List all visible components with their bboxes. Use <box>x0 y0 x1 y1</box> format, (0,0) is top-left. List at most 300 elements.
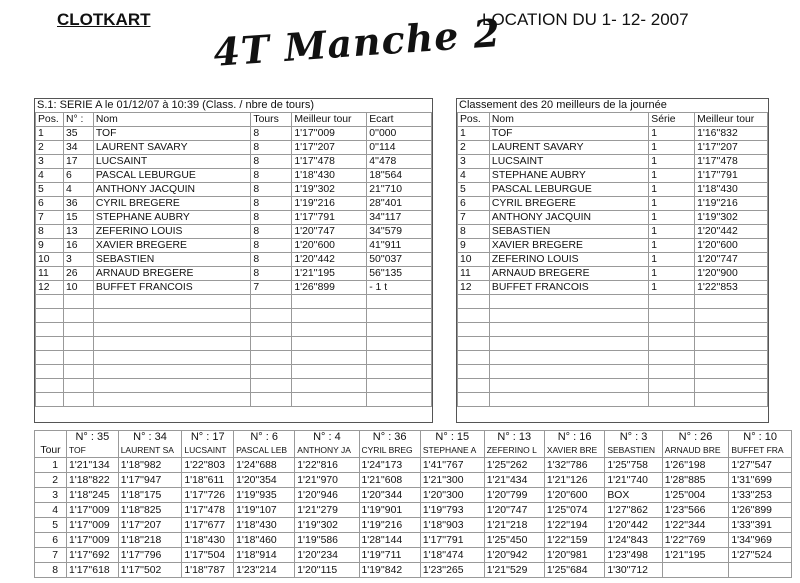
lap-row <box>35 503 792 518</box>
series-row <box>36 323 432 337</box>
series-cell: 5 <box>36 183 64 197</box>
best-row <box>458 379 768 393</box>
lap-time: 1'20''115 <box>295 563 359 578</box>
lap-time: 1'20''799 <box>484 488 544 503</box>
series-cell: 3 <box>63 253 93 267</box>
series-cell <box>93 309 251 323</box>
best-cell <box>695 295 768 309</box>
lap-time: 1'18''611 <box>182 473 234 488</box>
best-cell <box>489 393 648 407</box>
lap-row <box>35 518 792 533</box>
series-cell: 7 <box>251 281 292 295</box>
series-cell: 8 <box>251 267 292 281</box>
lap-time: 1'41''767 <box>420 458 484 473</box>
handwritten-annotation: 4T Manche 2 <box>212 9 503 75</box>
lap-time: 1'20''981 <box>544 548 604 563</box>
best-cell: STEPHANE AUBRY <box>489 169 648 183</box>
best-cell: 5 <box>458 183 490 197</box>
lap-time: 1'25''450 <box>484 533 544 548</box>
lap-time: 1'21''970 <box>295 473 359 488</box>
best-row <box>458 309 768 323</box>
lap-time: 1'17''504 <box>182 548 234 563</box>
series-cell <box>63 295 93 309</box>
lap-time: 1'32''786 <box>544 458 604 473</box>
best-cell <box>649 309 695 323</box>
series-cell: 6 <box>63 169 93 183</box>
best-cell <box>489 323 648 337</box>
lap-time: 1'19''711 <box>359 548 420 563</box>
lap-number: 3 <box>35 488 67 503</box>
best-cell <box>695 309 768 323</box>
series-cell: 8 <box>251 239 292 253</box>
best-cell <box>649 393 695 407</box>
driver-number: N° : 16 <box>557 431 592 443</box>
lap-time: 1'18''825 <box>118 503 182 518</box>
lap-time: 1'18''787 <box>182 563 234 578</box>
lap-time: 1'22''816 <box>295 458 359 473</box>
lap-time: 1'19''586 <box>295 533 359 548</box>
best-row <box>458 141 768 155</box>
lap-number: 7 <box>35 548 67 563</box>
lap-time: 1'18''430 <box>234 518 295 533</box>
series-cell <box>292 295 367 309</box>
series-column-header: Nom <box>93 113 251 127</box>
series-cell <box>292 365 367 379</box>
series-cell: ZEFERINO LOUIS <box>93 225 251 239</box>
lap-time: 1'24''688 <box>234 458 295 473</box>
lap-time: 1'21''740 <box>605 473 662 488</box>
series-cell: 17 <box>63 155 93 169</box>
series-row <box>36 141 432 155</box>
series-cell <box>367 351 432 365</box>
series-cell <box>251 323 292 337</box>
driver-name: TOF <box>69 445 86 455</box>
lap-time: 1'18''245 <box>67 488 119 503</box>
best-cell: 1 <box>649 141 695 155</box>
series-cell: 8 <box>251 155 292 169</box>
best-cell <box>695 379 768 393</box>
series-cell <box>93 393 251 407</box>
series-cell: 9 <box>36 239 64 253</box>
series-cell <box>367 323 432 337</box>
series-cell: 8 <box>251 169 292 183</box>
driver-column-header <box>420 431 484 458</box>
series-cell: 41''911 <box>367 239 432 253</box>
driver-number: N° : 10 <box>743 431 778 443</box>
best-table <box>457 112 768 407</box>
lap-time: 1'23''214 <box>234 563 295 578</box>
lap-time: 1'17''009 <box>67 533 119 548</box>
lap-time: 1'20''747 <box>484 503 544 518</box>
series-cell: 8 <box>251 225 292 239</box>
series-cell: 18''564 <box>367 169 432 183</box>
lap-time: 1'23''498 <box>605 548 662 563</box>
lap-time: 1'19''216 <box>359 518 420 533</box>
series-cell <box>367 393 432 407</box>
series-column-header: Tours <box>251 113 292 127</box>
best-cell: TOF <box>489 127 648 141</box>
series-cell <box>251 295 292 309</box>
best-cell: 1'19''216 <box>695 197 768 211</box>
best-cell: 4 <box>458 169 490 183</box>
series-cell: 34''579 <box>367 225 432 239</box>
series-cell <box>292 323 367 337</box>
best-panel <box>456 98 769 423</box>
driver-name: PASCAL LEB <box>236 445 288 455</box>
series-cell <box>367 379 432 393</box>
series-cell: LAURENT SAVARY <box>93 141 251 155</box>
driver-name: LUCSAINT <box>184 445 227 455</box>
series-cell: 1'18''430 <box>292 169 367 183</box>
series-cell: 12 <box>36 281 64 295</box>
series-cell <box>251 393 292 407</box>
driver-number: N° : 35 <box>75 431 110 443</box>
best-cell: 12 <box>458 281 490 295</box>
lap-time: 1'17''692 <box>67 548 119 563</box>
series-cell: 4 <box>36 169 64 183</box>
lap-time: 1'21''608 <box>359 473 420 488</box>
series-cell: 1'20''442 <box>292 253 367 267</box>
lap-time: 1'23''265 <box>420 563 484 578</box>
lap-time <box>729 563 792 578</box>
best-cell: 2 <box>458 141 490 155</box>
series-cell: - 1 t <box>367 281 432 295</box>
best-cell <box>649 295 695 309</box>
best-cell: 1'22''853 <box>695 281 768 295</box>
series-cell <box>251 351 292 365</box>
series-cell <box>251 337 292 351</box>
lap-time: 1'22''159 <box>544 533 604 548</box>
series-row <box>36 309 432 323</box>
lap-header-row <box>35 431 792 458</box>
driver-number: N° : 4 <box>313 431 341 443</box>
lap-time: 1'27''862 <box>605 503 662 518</box>
lap-time: 1'19''107 <box>234 503 295 518</box>
series-cell <box>292 393 367 407</box>
series-cell: LUCSAINT <box>93 155 251 169</box>
lap-time: 1'21''529 <box>484 563 544 578</box>
series-cell: 13 <box>63 225 93 239</box>
best-cell <box>649 337 695 351</box>
series-row <box>36 393 432 407</box>
driver-column-header <box>295 431 359 458</box>
series-column-header: N° : <box>63 113 93 127</box>
series-cell <box>367 309 432 323</box>
best-cell: 3 <box>458 155 490 169</box>
series-cell <box>367 337 432 351</box>
lap-time: 1'33''391 <box>729 518 792 533</box>
best-cell <box>458 337 490 351</box>
series-row <box>36 365 432 379</box>
best-cell <box>695 323 768 337</box>
series-cell <box>63 323 93 337</box>
series-cell: 10 <box>36 253 64 267</box>
driver-column-header <box>67 431 119 458</box>
lap-number: 6 <box>35 533 67 548</box>
lap-number: 5 <box>35 518 67 533</box>
series-cell: 10 <box>63 281 93 295</box>
best-cell: SEBASTIEN <box>489 225 648 239</box>
series-cell <box>36 365 64 379</box>
best-cell: LUCSAINT <box>489 155 648 169</box>
lap-time: 1'28''144 <box>359 533 420 548</box>
best-header-row <box>458 113 768 127</box>
best-title: Classement des 20 meilleurs de la journée <box>459 99 667 111</box>
series-row <box>36 211 432 225</box>
series-cell <box>251 379 292 393</box>
series-cell: 16 <box>63 239 93 253</box>
lap-row <box>35 473 792 488</box>
series-cell <box>63 379 93 393</box>
series-cell: 1'19''216 <box>292 197 367 211</box>
series-cell: 8 <box>251 211 292 225</box>
series-cell <box>36 309 64 323</box>
brand-title: CLOTKART <box>57 10 151 29</box>
lap-time: 1'27''524 <box>729 548 792 563</box>
series-cell: 28''401 <box>367 197 432 211</box>
series-cell <box>292 309 367 323</box>
lap-time: 1'19''901 <box>359 503 420 518</box>
driver-column-header <box>729 431 792 458</box>
series-cell: 0''114 <box>367 141 432 155</box>
series-row <box>36 253 432 267</box>
driver-name: LAURENT SA <box>120 445 174 455</box>
series-cell <box>36 337 64 351</box>
series-cell: 8 <box>251 197 292 211</box>
series-cell: 1'17''478 <box>292 155 367 169</box>
lap-row <box>35 548 792 563</box>
series-cell <box>93 295 251 309</box>
best-row <box>458 253 768 267</box>
lap-time: 1'17''502 <box>118 563 182 578</box>
best-row <box>458 351 768 365</box>
lap-time <box>662 563 729 578</box>
best-cell: XAVIER BREGERE <box>489 239 648 253</box>
series-header-row <box>36 113 432 127</box>
series-cell: 35 <box>63 127 93 141</box>
driver-column-header <box>359 431 420 458</box>
best-cell: 1'20''747 <box>695 253 768 267</box>
best-cell: 1 <box>649 211 695 225</box>
driver-column-header <box>544 431 604 458</box>
best-row <box>458 365 768 379</box>
series-row <box>36 239 432 253</box>
best-cell <box>695 351 768 365</box>
lap-time: 1'30''712 <box>605 563 662 578</box>
best-cell: CYRIL BREGERE <box>489 197 648 211</box>
best-cell <box>458 309 490 323</box>
series-cell <box>93 379 251 393</box>
lap-time: 1'18''822 <box>67 473 119 488</box>
best-cell <box>458 393 490 407</box>
lap-time: 1'23''566 <box>662 503 729 518</box>
best-cell <box>649 379 695 393</box>
driver-number: N° : 6 <box>250 431 278 443</box>
series-cell <box>93 365 251 379</box>
best-cell <box>458 351 490 365</box>
lap-time: 1'31''699 <box>729 473 792 488</box>
lap-time: 1'28''885 <box>662 473 729 488</box>
best-cell: LAURENT SAVARY <box>489 141 648 155</box>
series-cell <box>36 379 64 393</box>
best-cell: 1'20''900 <box>695 267 768 281</box>
driver-name: BUFFET FRA <box>731 445 784 455</box>
lap-time: 1'25''004 <box>662 488 729 503</box>
lap-time: 1'24''173 <box>359 458 420 473</box>
best-row <box>458 127 768 141</box>
lap-row <box>35 488 792 503</box>
driver-name: XAVIER BRE <box>546 445 598 455</box>
lap-number: 4 <box>35 503 67 518</box>
best-cell <box>695 365 768 379</box>
series-cell: 4 <box>63 183 93 197</box>
series-cell <box>63 337 93 351</box>
series-cell: 8 <box>251 127 292 141</box>
series-cell: 6 <box>36 197 64 211</box>
series-cell: PASCAL LEBURGUE <box>93 169 251 183</box>
best-row <box>458 281 768 295</box>
lap-number: 1 <box>35 458 67 473</box>
lap-time: 1'17''009 <box>67 503 119 518</box>
best-cell: 1'17''207 <box>695 141 768 155</box>
lap-time: 1'18''175 <box>118 488 182 503</box>
series-panel <box>34 98 433 423</box>
best-cell <box>458 379 490 393</box>
best-cell: 8 <box>458 225 490 239</box>
series-cell: STEPHANE AUBRY <box>93 211 251 225</box>
best-cell <box>458 323 490 337</box>
best-column-header: Meilleur tour <box>695 113 768 127</box>
series-cell <box>63 393 93 407</box>
best-cell: 1 <box>649 127 695 141</box>
series-row <box>36 295 432 309</box>
driver-column-header <box>605 431 662 458</box>
best-row <box>458 225 768 239</box>
best-cell: 1 <box>649 239 695 253</box>
series-cell: 1'21''195 <box>292 267 367 281</box>
lap-time: 1'18''474 <box>420 548 484 563</box>
series-cell: 1'26''899 <box>292 281 367 295</box>
lap-time: 1'21''134 <box>67 458 119 473</box>
best-cell: 7 <box>458 211 490 225</box>
best-cell <box>489 337 648 351</box>
series-row <box>36 281 432 295</box>
best-row <box>458 211 768 225</box>
driver-number: N° : 36 <box>372 431 407 443</box>
lap-time: 1'17''478 <box>182 503 234 518</box>
best-cell: 1'18''430 <box>695 183 768 197</box>
lap-time: 1'19''935 <box>234 488 295 503</box>
series-cell <box>36 351 64 365</box>
driver-number: N° : 15 <box>435 431 470 443</box>
lap-time: 1'34''969 <box>729 533 792 548</box>
series-cell: 8 <box>36 225 64 239</box>
best-cell <box>695 337 768 351</box>
series-row <box>36 351 432 365</box>
best-cell <box>458 365 490 379</box>
series-cell: ARNAUD BREGERE <box>93 267 251 281</box>
lap-time: 1'25''074 <box>544 503 604 518</box>
best-cell: 1 <box>458 127 490 141</box>
lap-time: 1'20''600 <box>544 488 604 503</box>
series-table <box>35 112 432 407</box>
series-cell: TOF <box>93 127 251 141</box>
driver-column-header <box>118 431 182 458</box>
lap-time: 1'21''300 <box>420 473 484 488</box>
driver-number: N° : 17 <box>190 431 225 443</box>
lap-time: 1'19''842 <box>359 563 420 578</box>
series-cell <box>367 365 432 379</box>
lap-number: 8 <box>35 563 67 578</box>
driver-number: N° : 34 <box>133 431 167 443</box>
lap-time: 1'18''218 <box>118 533 182 548</box>
lap-row <box>35 533 792 548</box>
series-cell: 50''037 <box>367 253 432 267</box>
best-row <box>458 393 768 407</box>
best-cell: 1 <box>649 225 695 239</box>
best-cell: 1'20''600 <box>695 239 768 253</box>
lap-time: BOX <box>605 488 662 503</box>
series-cell: 21''710 <box>367 183 432 197</box>
best-cell: 1'17''478 <box>695 155 768 169</box>
lap-time: 1'22''194 <box>544 518 604 533</box>
series-cell <box>63 351 93 365</box>
lap-time: 1'21''126 <box>544 473 604 488</box>
lap-time: 1'20''344 <box>359 488 420 503</box>
driver-number: N° : 3 <box>619 431 648 443</box>
series-cell: BUFFET FRANCOIS <box>93 281 251 295</box>
lap-time: 1'26''899 <box>729 503 792 518</box>
best-row <box>458 323 768 337</box>
series-cell: 56''135 <box>367 267 432 281</box>
series-cell: SEBASTIEN <box>93 253 251 267</box>
series-column-header: Ecart <box>367 113 432 127</box>
driver-column-header <box>234 431 295 458</box>
series-cell <box>292 379 367 393</box>
series-row <box>36 267 432 281</box>
lap-time: 1'19''793 <box>420 503 484 518</box>
series-cell: 0''000 <box>367 127 432 141</box>
best-column-header: Nom <box>489 113 648 127</box>
series-cell <box>367 295 432 309</box>
best-column-header: Pos. <box>458 113 490 127</box>
series-cell: 26 <box>63 267 93 281</box>
lap-time: 1'17''726 <box>182 488 234 503</box>
best-cell: 9 <box>458 239 490 253</box>
best-cell <box>489 365 648 379</box>
driver-name: ANTHONY JA <box>297 445 351 455</box>
best-cell <box>695 393 768 407</box>
best-row <box>458 295 768 309</box>
lap-time: 1'25''758 <box>605 458 662 473</box>
lap-number: 2 <box>35 473 67 488</box>
driver-number: N° : 26 <box>678 431 713 443</box>
best-cell: 1'20''442 <box>695 225 768 239</box>
series-cell: 34''117 <box>367 211 432 225</box>
lap-times-panel <box>34 430 792 578</box>
best-cell: PASCAL LEBURGUE <box>489 183 648 197</box>
series-cell: 3 <box>36 155 64 169</box>
series-row <box>36 183 432 197</box>
series-cell: ANTHONY JACQUIN <box>93 183 251 197</box>
lap-time: 1'33''253 <box>729 488 792 503</box>
best-row <box>458 183 768 197</box>
best-cell <box>489 295 648 309</box>
driver-column-header <box>662 431 729 458</box>
best-cell: 1 <box>649 197 695 211</box>
tour-header: Tour <box>35 431 67 458</box>
series-row <box>36 337 432 351</box>
